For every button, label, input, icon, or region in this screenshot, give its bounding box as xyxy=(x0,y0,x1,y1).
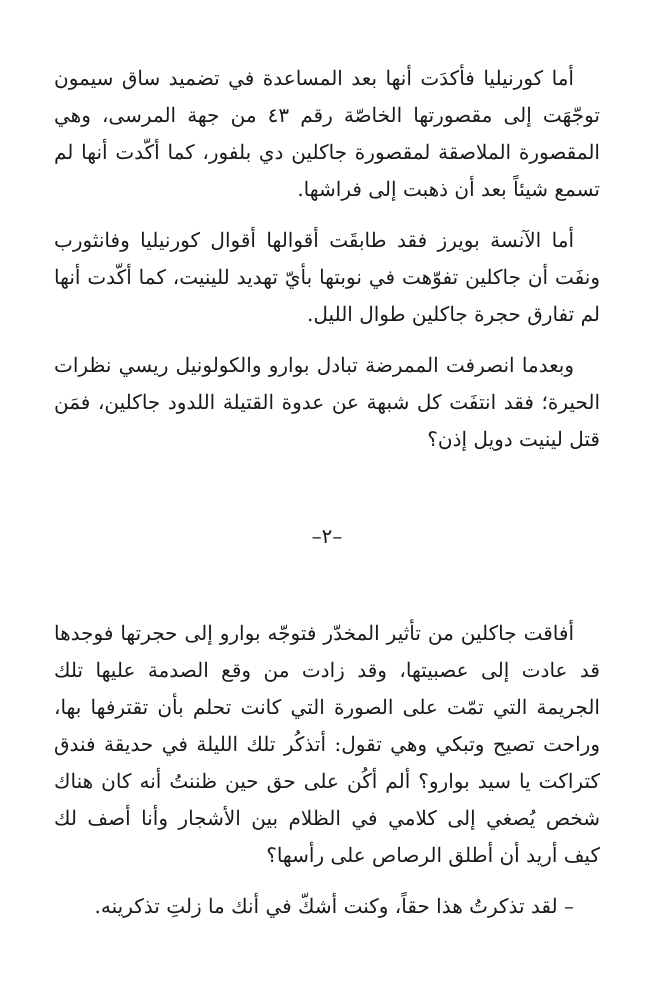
book-page xyxy=(54,60,600,925)
paragraph-cornelia-testimony: أما كورنيليا فأكدَت أنها بعد المساعدة في تضميد ساق سيمون توجّهَت إلى مقصورتها الخاصّة رقم ٤٣ من جهة المرسى، وهي المقصورة الملاصقة لمقصورة جاكلين دي بلفور، كما أكّدت أنها لم تسمع شيئاً بعد أن ذهبت إلى فراشها. xyxy=(54,66,600,201)
paragraph-spacer xyxy=(54,333,600,347)
paragraph-spacer xyxy=(54,874,600,888)
dialogue-line: – لقد تذكرتُ هذا حقاً، وكنت أشكّ في أنك ما زلتِ تذكرينه. xyxy=(94,894,574,918)
section-number: –٢– xyxy=(311,524,343,548)
paragraph-spacer xyxy=(54,208,600,222)
paragraph-jacqueline-awakes: أفاقت جاكلين من تأثير المخدّر فتوجّه بوارو إلى حجرتها فوجدها قد عادت إلى عصبيتها، وقد زادت من وقع الصدمة عليها تلك الجريمة التي تمّت على الصورة التي كانت تحلم بأن تقترفها بها، وراحت تصيح وتبكي وهي تقول: أتذكُر تلك الليلة في حديقة فندق كتراكت يا سيد بوارو؟ ألم أكُن على حق حين ظننتُ أنه كان هناك شخص يُصغي إلى كلامي في الظلام بين الأشجار وأنا أصف لك كيف أريد أن أطلق الرصاص على رأسها؟ xyxy=(54,621,600,867)
section-spacer xyxy=(54,555,600,615)
paragraph-bowers-testimony: أما الآنسة بويرز فقد طابقَت أقوالها أقوال كورنيليا وفانثورب ونفَت أن جاكلين تفوّهت في نوبتها بأيّ تهديد للينيت، كما أكّدت أنها لم تفارق حجرة جاكلين طوال الليل. xyxy=(54,228,600,326)
paragraph-poirot-race: وبعدما انصرفت الممرضة تبادل بوارو والكولونيل ريسي نظرات الحيرة؛ فقد انتفَت كل شبهة عن عدوة القتيلة اللدود جاكلين، فمَن قتل لينيت دويل إذن؟ xyxy=(54,353,600,451)
section-spacer xyxy=(54,458,600,518)
